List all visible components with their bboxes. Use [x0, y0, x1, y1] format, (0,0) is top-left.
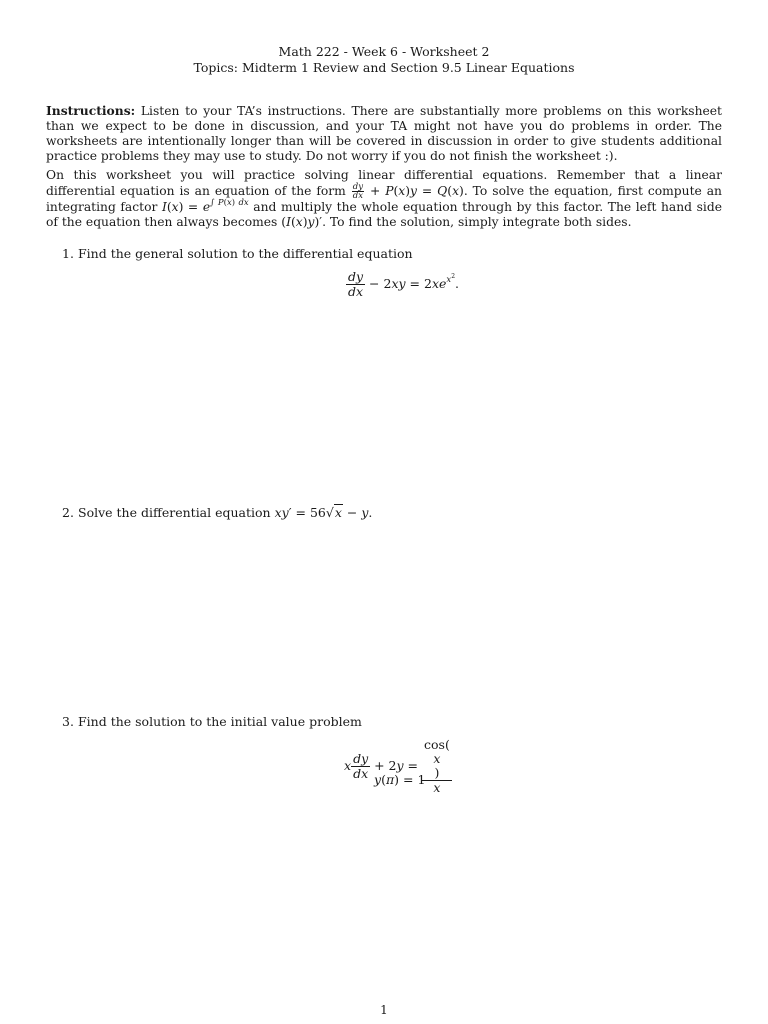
problem-text: Find the general solution to the differential equation	[78, 246, 413, 261]
dy-dx-fraction: $\frac{dy}{dx}$	[353, 751, 369, 781]
problem-3	[62, 714, 362, 729]
problem-1	[62, 246, 413, 261]
problem-number: 1.	[62, 246, 74, 261]
dy-dx-inline-fraction: $\frac{dy}{dx}$	[352, 182, 364, 201]
intro-text-1: On this worksheet you will practice solving linear differential equations. Remember that a linear differential equation is an equation of the form	[46, 168, 722, 198]
intro-text-3: and multiply the whole equation through by this factor. The left hand side of the equation then always becomes	[46, 200, 722, 229]
problem-text: Find the solution to the initial value problem	[78, 714, 362, 729]
intro-text-4: . To find the solution, simply integrate both sides.	[322, 215, 632, 229]
problem-text: Solve the differential equation	[78, 505, 275, 520]
problem-number: 3.	[62, 714, 74, 729]
instructions-text: Listen to your TA’s instructions. There are substantially more problems on this worksheet than we expect to be done in discussion, and your TA might not have you do problems in order. The worksheets are intentionally longer than will be covered in discussion in order to give students additional practice problems they may use to study. Do not worry if you do not finish the worksheet :).	[46, 104, 722, 163]
cos-over-x-fraction: cos( x ) x	[424, 737, 450, 795]
worksheet-topics: Topics: Midterm 1 Review and Section 9.5 Linear Equations	[193, 60, 575, 75]
instructions-paragraph	[46, 103, 722, 164]
dy-dx-fraction: $\frac{dy}{dx}$	[348, 269, 364, 299]
page-number: 1	[380, 1003, 388, 1017]
problem-number: 2.	[62, 505, 74, 520]
problem-2	[62, 505, 372, 520]
intro-paragraph: On this worksheet you will practice solving linear differential equations. Remember that a linear differential equation is an equation of the form $\frac{dy}{dx}$ + P(x)y = Q(x). To solve the equation, first compute an integrating factor $I(x) = e^{\int P(x) dx}$ and multiply the whole equation through by this factor. The left hand side of the equation then always becomes (I(x)y)′. To find the solution, simply integrate both sides.	[46, 168, 722, 229]
problem-3-initial-condition: y(π) = 1	[374, 772, 426, 787]
worksheet-title: Math 222 - Week 6 - Worksheet 2	[278, 44, 490, 59]
instructions-label: Instructions:	[46, 103, 136, 118]
problem-3-equation: x $\frac{dy}{dx}$ + 2y = cos( x ) x	[344, 737, 450, 795]
intro-text-2: . To solve the equation, first compute an integrating factor	[46, 184, 722, 214]
problem-2-equation: xy′ = 56√x − y.	[274, 505, 373, 520]
problem-1-equation: $\frac{dy}{dx}$ − $2xy = 2xe^{x^2}$.	[348, 269, 460, 299]
